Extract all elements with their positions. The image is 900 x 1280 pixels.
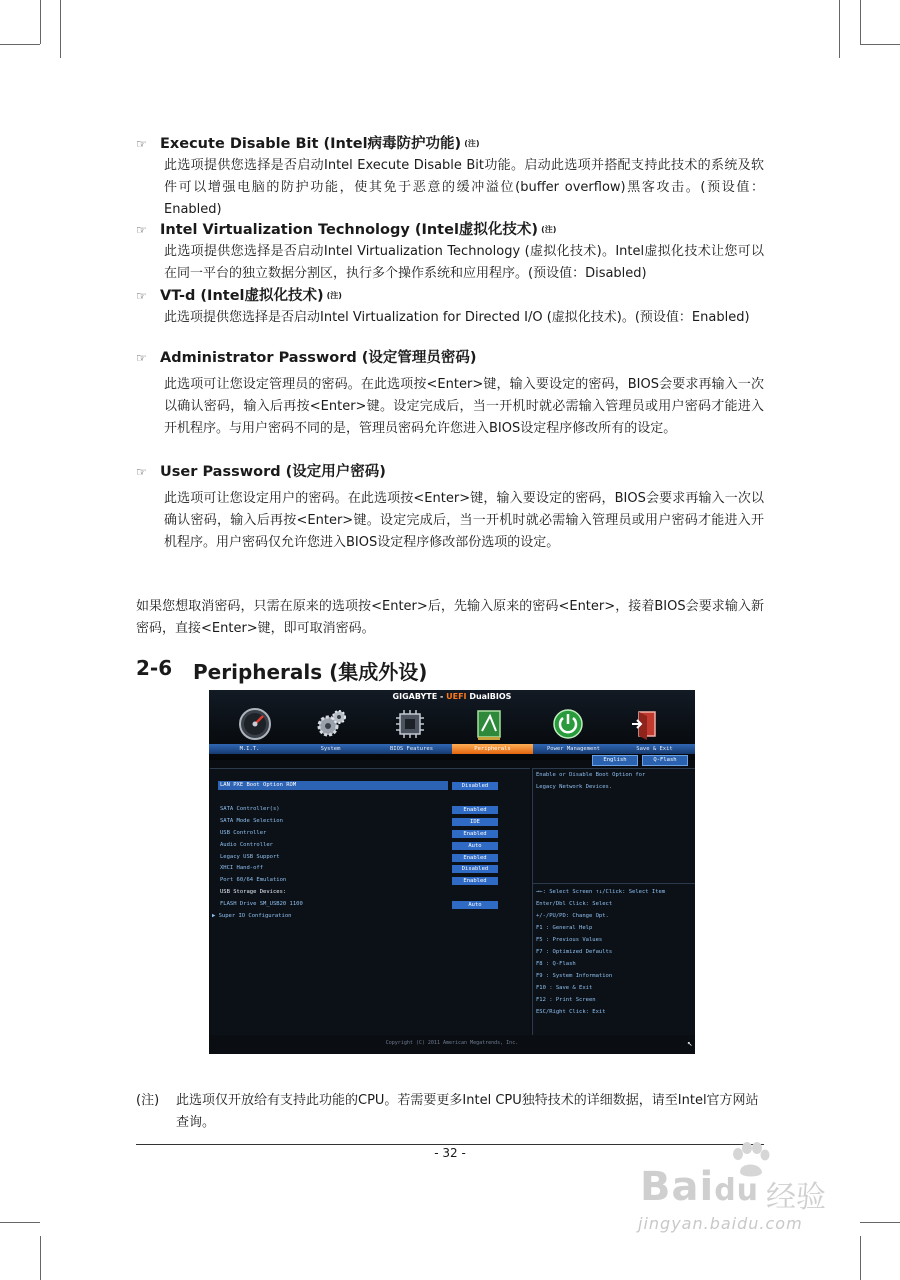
footnote: (注) 此选项仅开放给有支持此功能的CPU。若需要更多Intel CPU独特技术的详细数据，请至Intel官方网站查询。 xyxy=(136,1093,759,1130)
option-usb-controller[interactable]: USB Controller xyxy=(220,830,267,836)
system-gears-icon[interactable] xyxy=(314,706,350,742)
option-administrator-password: ☞ Administrator Password (设定管理员密码) 此选项可让您设定管理员的密码。在此选项按<Enter>键，输入要设定的密码，BIOS会要求再输入一次以确认密码，输入后再按<Enter>键。设定完成后，当一开机时就必需输入管理员或用户密码才能进入开机程序。与用户密码不同的是，管理员密码允许您进入BIOS设定程序修改所有的设定。 xyxy=(136,348,764,440)
pointer-icon: ☞ xyxy=(136,289,147,303)
power-management-icon[interactable] xyxy=(550,706,586,742)
crop-mark xyxy=(0,1222,40,1223)
tab-peripherals[interactable]: Peripherals xyxy=(452,744,533,754)
submenu-super-io[interactable]: ▶ Super IO Configuration xyxy=(212,913,292,919)
bios-help-panel xyxy=(532,768,695,1035)
tab-power-management[interactable]: Power Management xyxy=(547,746,600,752)
help-divider xyxy=(533,883,695,884)
crop-mark xyxy=(40,0,41,44)
option-sata-mode[interactable]: SATA Mode Selection xyxy=(220,818,283,824)
value-legacy-usb[interactable]: Enabled xyxy=(452,854,498,862)
bios-copyright: Copyright (C) 2011 American Megatrends, Inc. xyxy=(385,1040,519,1046)
value-xhci-handoff[interactable]: Disabled xyxy=(452,865,498,873)
language-button[interactable]: English xyxy=(592,755,638,766)
help-description: Enable or Disable Boot Option for Legacy Network Devices. xyxy=(536,772,646,790)
tab-mit[interactable]: M.I.T. xyxy=(239,746,260,752)
value-flash-drive[interactable]: Auto xyxy=(452,901,498,909)
option-sata-controller[interactable]: SATA Controller(s) xyxy=(220,806,280,812)
crop-mark xyxy=(839,0,840,58)
option-execute-disable-bit: ☞ Execute Disable Bit (Intel病毒防护功能) (注) 此选项提供您选择是否启动Intel Execute Disable Bit功能。启动此选项并搭配支持此技术的系统及软件可以增强电脑的防护功能，使其免于恶意的缓冲溢位(buffer overflow)黑客攻击。(预设值：Enabled) xyxy=(136,134,764,221)
section-heading: 2-6 Peripherals (集成外设) xyxy=(136,656,428,684)
q-flash-button[interactable]: Q-Flash xyxy=(642,755,688,766)
cancel-password-paragraph: 如果您想取消密码，只需在原来的选项按<Enter>后，先输入原来的密码<Enter>，接着BIOS会要求输入新密码，直接<Enter>键，即可取消密码。 xyxy=(136,599,764,636)
mit-gauge-icon[interactable] xyxy=(237,706,273,742)
value-sata-controller[interactable]: Enabled xyxy=(452,806,498,814)
option-flash-drive[interactable]: FLASH Drive SM_USB20 1100 xyxy=(220,901,303,907)
crop-mark xyxy=(860,44,900,45)
option-intel-virtualization: ☞ Intel Virtualization Technology (Intel虚拟化技术) (注) 此选项提供您选择是否启动Intel Virtualization Technology (虚拟化技术)。Intel虚拟化技术让您可以在同一平台的独立数据分割区，执行多个操作系统和应用程序。(预设值：Disabled) xyxy=(136,220,764,285)
value-lan-pxe-boot-rom[interactable]: Disabled xyxy=(452,782,498,790)
value-usb-controller[interactable]: Enabled xyxy=(452,830,498,838)
option-lan-pxe-boot-rom[interactable]: LAN PXE Boot Option ROM xyxy=(218,781,448,790)
option-xhci-handoff[interactable]: XHCI Hand-off xyxy=(220,865,264,871)
pointer-icon: ☞ xyxy=(136,351,147,365)
mouse-cursor-icon: ↖ xyxy=(687,1039,693,1049)
option-description: 此选项提供您选择是否启动Intel Execute Disable Bit功能。启动此选项并搭配支持此技术的系统及软件可以增强电脑的防护功能，使其免于恶意的缓冲溢位(buffer overflow)黑客攻击。(预设值：Enabled) xyxy=(164,158,764,217)
option-description: 此选项提供您选择是否启动Intel Virtualization for Directed I/O (虚拟化技术)。(预设值：Enabled) xyxy=(164,310,750,325)
value-audio-controller[interactable]: Auto xyxy=(452,842,498,850)
bios-brand: GIGABYTE - UEFI DualBIOS xyxy=(392,692,512,701)
footer-rule xyxy=(136,1144,764,1145)
usb-storage-heading: USB Storage Devices: xyxy=(220,889,287,895)
crop-mark xyxy=(0,44,40,45)
crop-mark xyxy=(860,1236,861,1280)
option-user-password: ☞ User Password (设定用户密码) 此选项可让您设定用户的密码。在此选项按<Enter>键，输入要设定的密码，BIOS会要求再输入一次以确认密码，输入后再按<Enter>键。设定完成后，当一开机时就必需输入管理员或用户密码才能进入开机程序。用户密码仅允许您进入BIOS设定程序修改部份选项的设定。 xyxy=(136,462,764,554)
tab-bios-features[interactable]: BIOS Features xyxy=(389,746,434,752)
save-exit-door-icon[interactable] xyxy=(628,706,664,742)
crop-mark xyxy=(40,1236,41,1280)
pointer-icon: ☞ xyxy=(136,223,147,237)
baidu-logo: Baidu xyxy=(640,1164,760,1210)
bios-screenshot xyxy=(209,690,695,1054)
pointer-icon: ☞ xyxy=(136,465,147,479)
option-audio-controller[interactable]: Audio Controller xyxy=(220,842,273,848)
pointer-icon: ☞ xyxy=(136,137,147,151)
crop-mark xyxy=(60,0,61,58)
jingyan-text: 经验 xyxy=(766,1180,826,1215)
crop-mark xyxy=(860,0,861,44)
option-vt-d: ☞ VT-d (Intel虚拟化技术) (注) 此选项提供您选择是否启动Intel Virtualization for Directed I/O (虚拟化技术)。(预设值：Enabled) xyxy=(136,286,764,329)
option-port-6064[interactable]: Port 60/64 Emulation xyxy=(220,877,287,883)
option-legacy-usb[interactable]: Legacy USB Support xyxy=(220,854,280,860)
bios-features-chip-icon[interactable] xyxy=(392,706,428,742)
value-port-6064[interactable]: Enabled xyxy=(452,877,498,885)
baidu-watermark xyxy=(636,1150,846,1250)
option-description: 此选项提供您选择是否启动Intel Virtualization Technology (虚拟化技术)。Intel虚拟化技术让您可以在同一平台的独立数据分割区，执行多个操作系统和应用程序。(预设值：Disabled) xyxy=(164,244,764,281)
peripherals-card-icon[interactable] xyxy=(471,706,507,742)
option-description: 此选项可让您设定用户的密码。在此选项按<Enter>键，输入要设定的密码，BIOS会要求再输入一次以确认密码，输入后再按<Enter>键。设定完成后，当一开机时就必需输入管理员或用户密码才能进入开机程序。用户密码仅允许您进入BIOS设定程序修改部份选项的设定。 xyxy=(164,491,764,550)
key-help-list: →←: Select Screen ↑↓/Click: Select Item Enter/Dbl Click: Select +/-/PU/PD: Change Opt. F1 : General Help F5 : Previous Values F7 : Optimized Defaults F8 : Q-Flash F9 : System Information F10 : Save & Exit F12 : Print Screen ESC/Right Click: Exit xyxy=(536,889,666,1015)
crop-mark xyxy=(860,1222,900,1223)
page-number: - 32 - xyxy=(434,1146,466,1160)
bios-tab-bar xyxy=(209,744,695,754)
tab-system[interactable]: System xyxy=(320,746,341,752)
tab-save-exit[interactable]: Save & Exit xyxy=(636,746,673,752)
option-description: 此选项可让您设定管理员的密码。在此选项按<Enter>键，输入要设定的密码，BIOS会要求再输入一次以确认密码，输入后再按<Enter>键。设定完成后，当一开机时就必需输入管理员或用户密码才能进入开机程序。与用户密码不同的是，管理员密码允许您进入BIOS设定程序修改所有的设定。 xyxy=(164,377,764,436)
watermark-url: jingyan.baidu.com xyxy=(638,1214,803,1233)
bios-options-panel xyxy=(210,768,530,1035)
value-sata-mode[interactable]: IDE xyxy=(452,818,498,826)
